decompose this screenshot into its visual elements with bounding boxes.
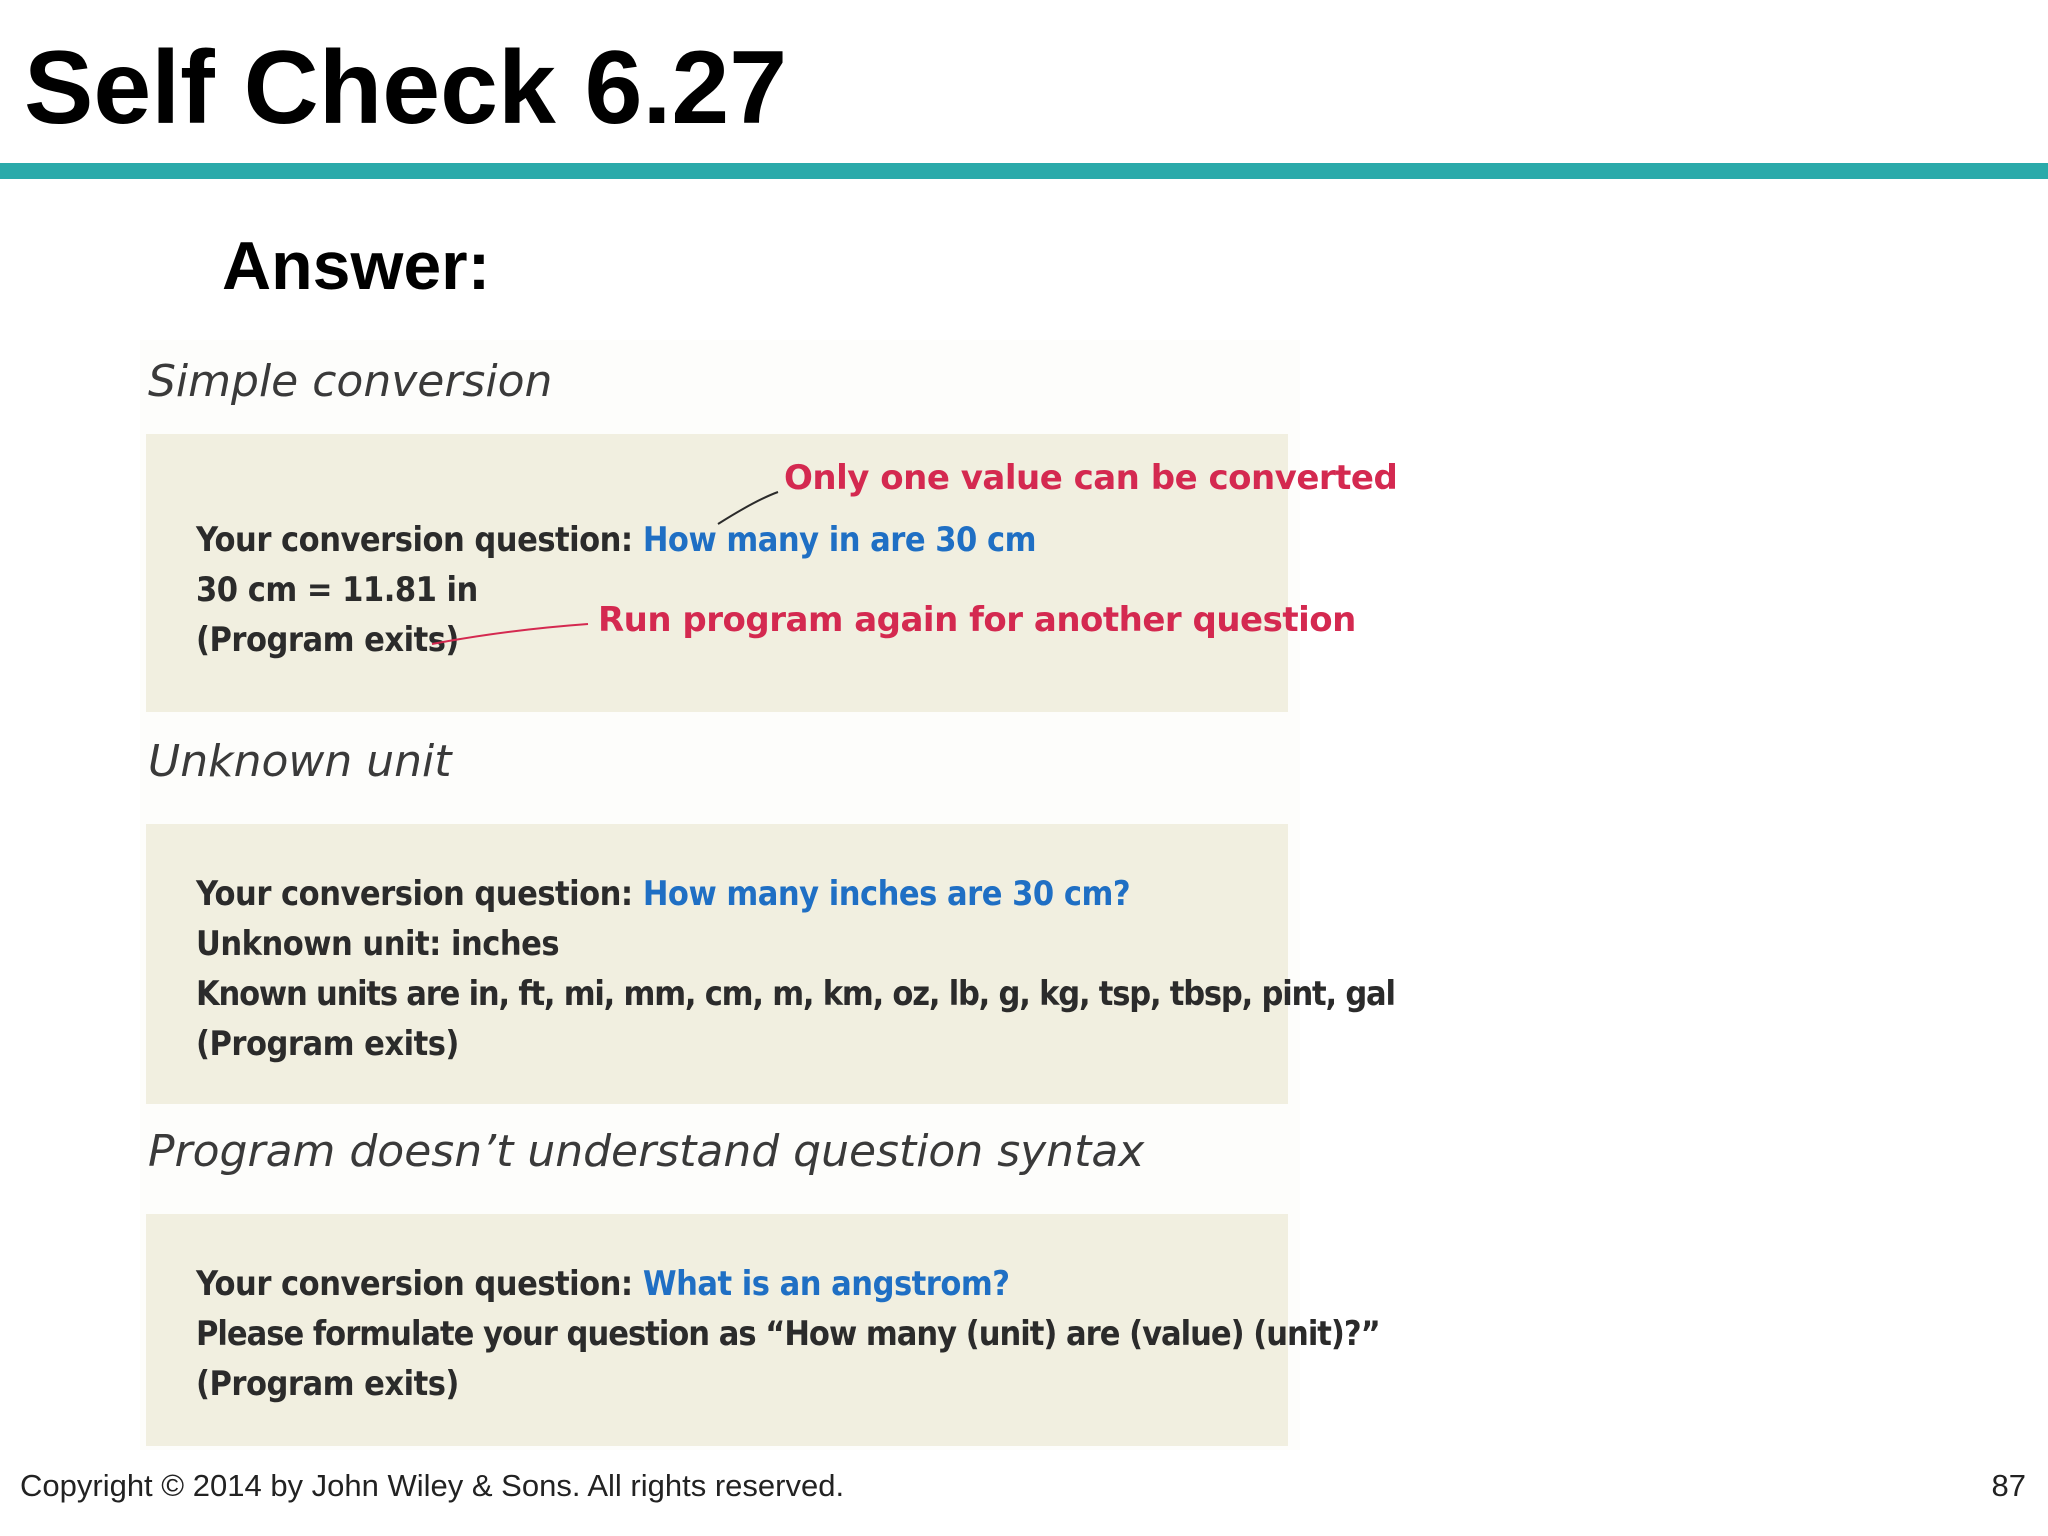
section-heading-unknown-unit: Unknown unit bbox=[148, 736, 452, 787]
console-line: (Program exits) bbox=[196, 620, 459, 660]
title-divider bbox=[0, 163, 2048, 179]
console-line: Unknown unit: inches bbox=[196, 924, 560, 964]
prompt-label: Your conversion question: bbox=[196, 874, 643, 914]
prompt-label: Your conversion question: bbox=[196, 1264, 643, 1304]
console-line: 30 cm = 11.81 in bbox=[196, 570, 478, 610]
page-number: 87 bbox=[1991, 1468, 2026, 1503]
console-line: Known units are in, ft, mi, mm, cm, m, km, oz, lb, g, kg, tsp, tbsp, pint, gal bbox=[196, 974, 1395, 1014]
console-line bbox=[196, 874, 1130, 914]
console-panel-syntax-error bbox=[146, 1214, 1380, 1446]
annotation-leader-lines bbox=[146, 434, 1288, 712]
console-panel-unknown-unit bbox=[146, 824, 1395, 1104]
slide-title: Self Check 6.27 bbox=[24, 30, 788, 146]
user-input-text: How many in are 30 cm bbox=[642, 520, 1036, 560]
console-line bbox=[196, 1264, 1010, 1304]
annotation-note: Run program again for another question bbox=[598, 600, 1356, 640]
user-input-text: What is an angstrom? bbox=[642, 1264, 1010, 1304]
copyright-footer: Copyright © 2014 by John Wiley & Sons. All rights reserved. bbox=[20, 1468, 845, 1503]
annotation-note: Only one value can be converted bbox=[784, 458, 1398, 498]
section-heading-syntax-error: Program doesn’t understand question syntax bbox=[148, 1126, 1145, 1177]
answer-label: Answer: bbox=[222, 228, 491, 304]
console-line: (Program exits) bbox=[196, 1024, 459, 1064]
prompt-label: Your conversion question: bbox=[196, 520, 643, 560]
console-line: Please formulate your question as “How many (unit) are (value) (unit)?” bbox=[196, 1314, 1380, 1354]
console-line: (Program exits) bbox=[196, 1364, 459, 1404]
console-panel-simple-conversion bbox=[146, 434, 1398, 712]
section-heading-simple-conversion: Simple conversion bbox=[148, 356, 553, 407]
user-input-text: How many inches are 30 cm? bbox=[642, 874, 1131, 914]
